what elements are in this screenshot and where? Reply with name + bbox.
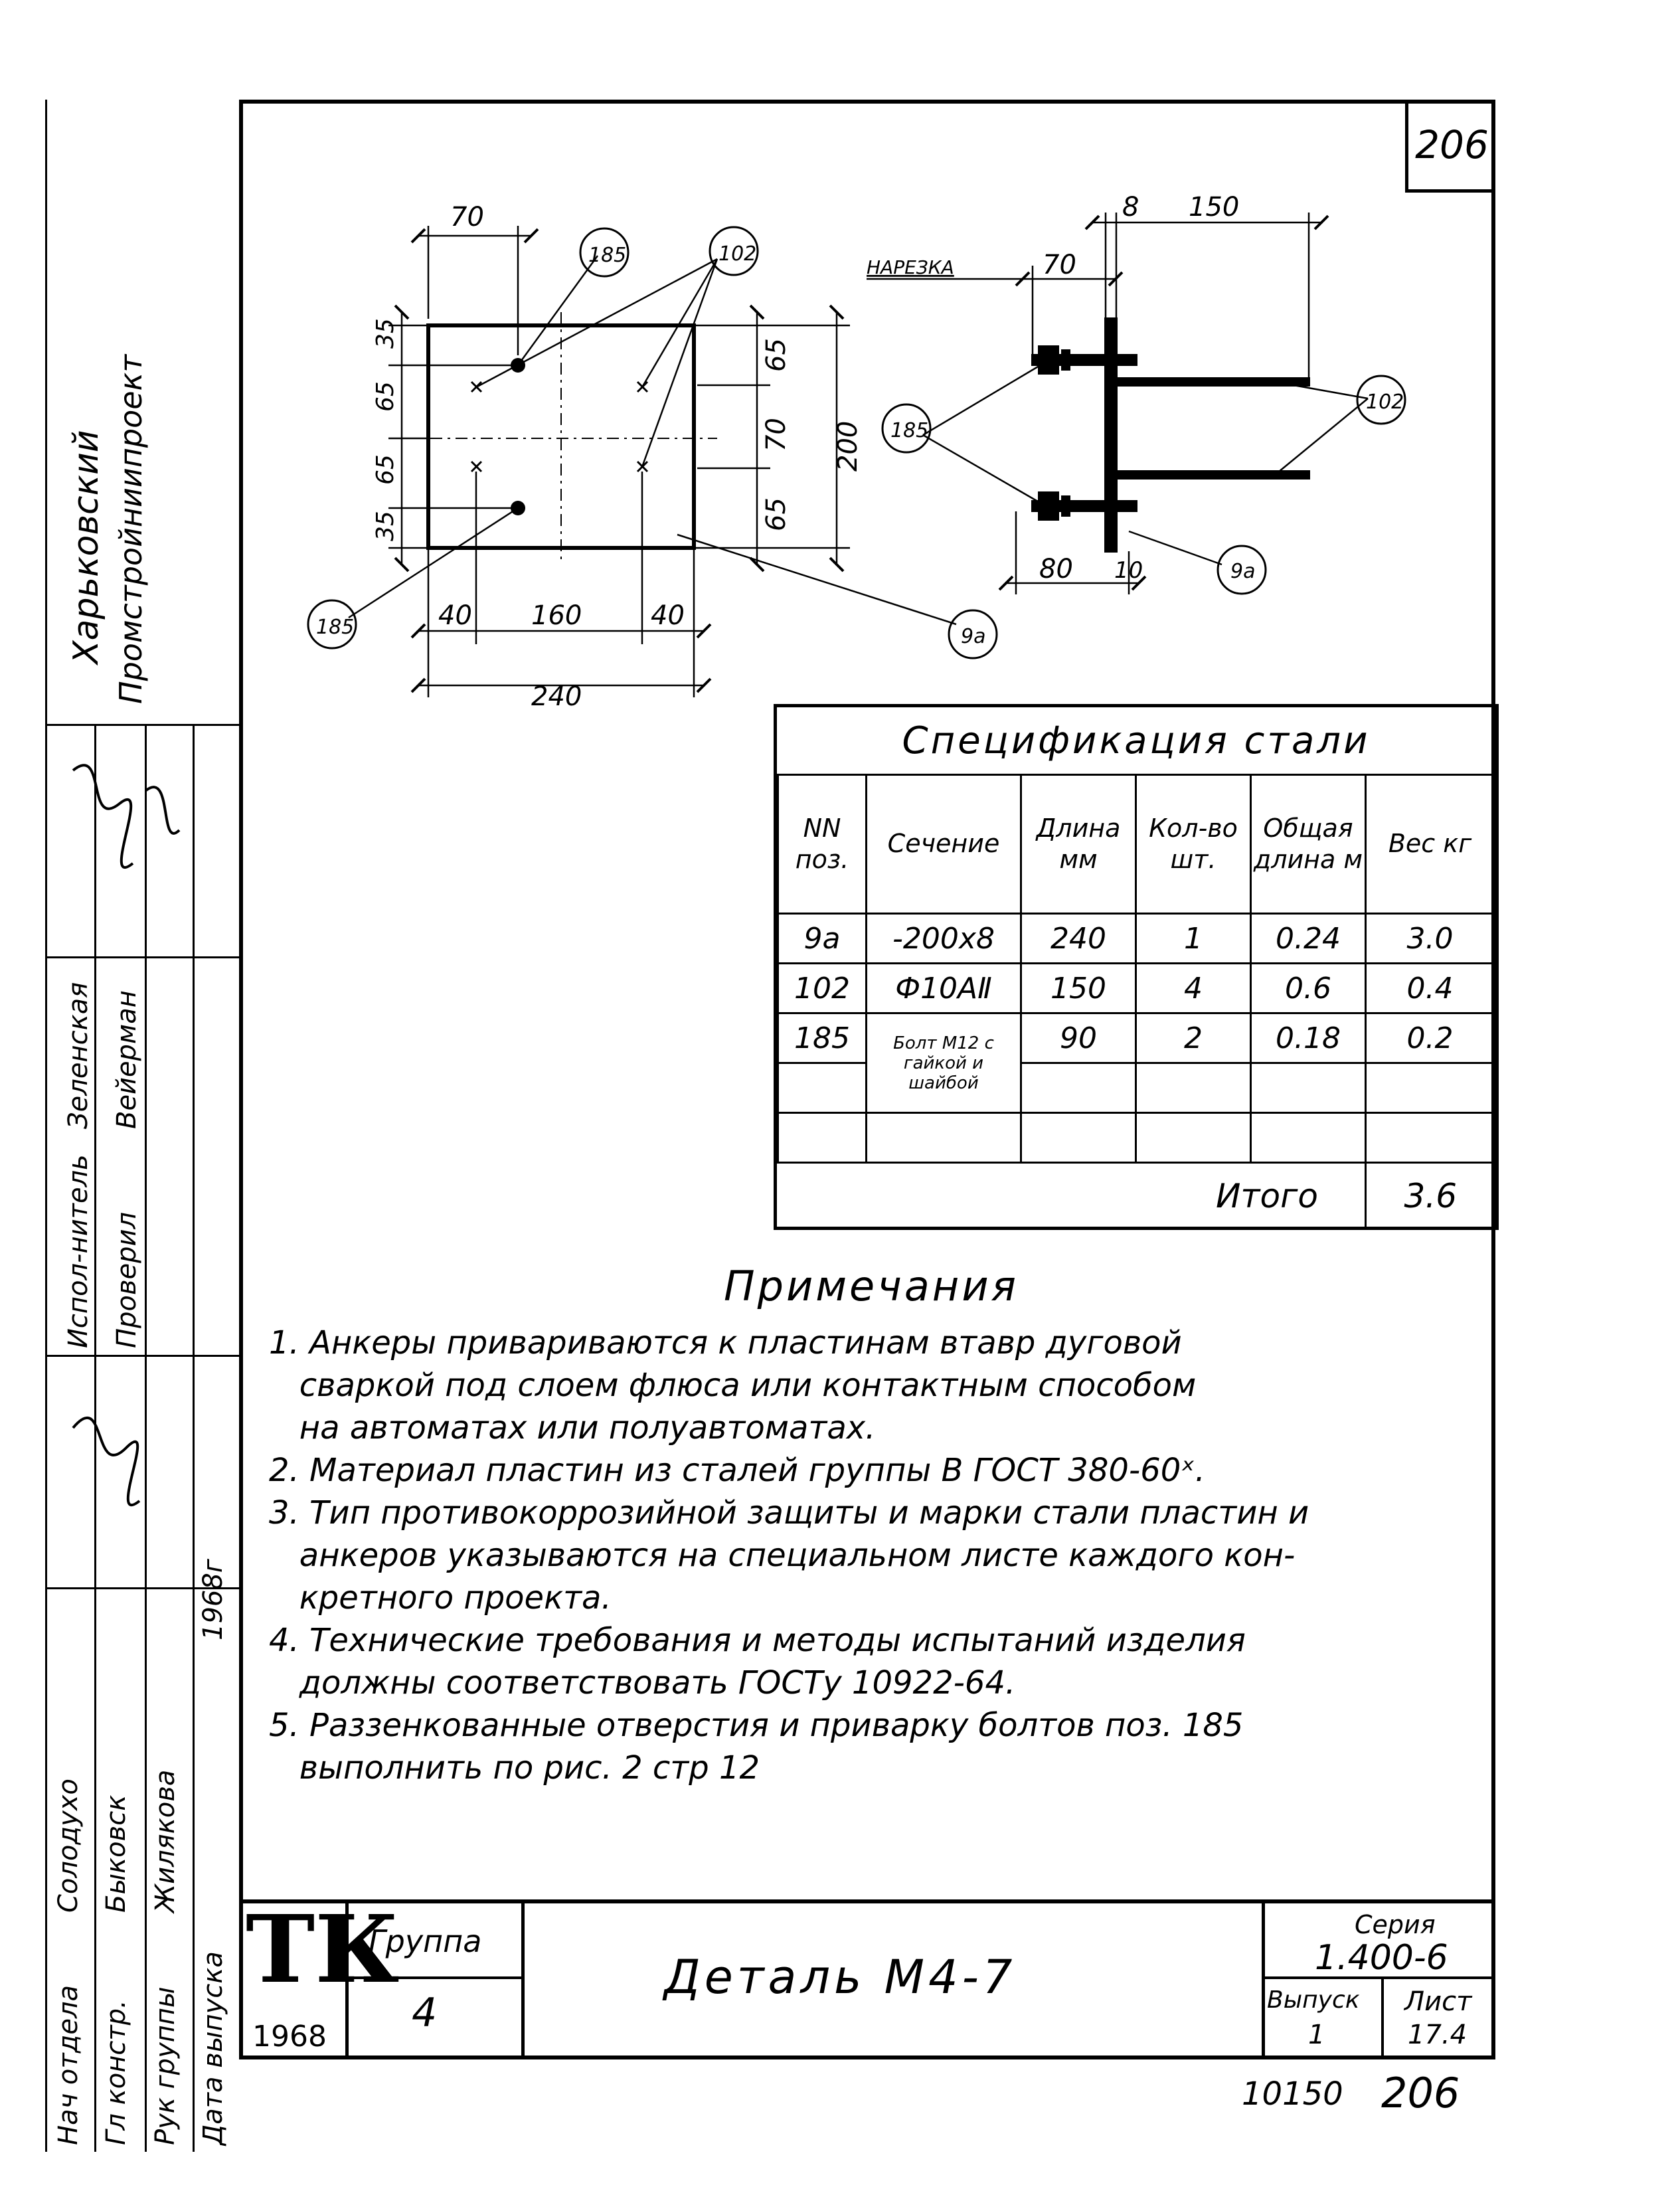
- spec-total-label: Итого: [778, 1163, 1366, 1229]
- plan-dim-top-70: 70: [450, 202, 484, 232]
- note-1: 1. Анкеры привариваются к пластинам втавр дуговой сваркой под слоем флюса или контактным способом на автоматах или полуавтоматах.: [269, 1324, 1197, 1446]
- release-year: 1968г: [198, 1559, 228, 1640]
- org-name-line-2: Промстройниипроект: [113, 354, 149, 704]
- spec-cell: 9а: [778, 914, 867, 964]
- plan-callout-102a: 102: [718, 242, 757, 266]
- signature-scribbles: [46, 731, 193, 1594]
- signer-role-2: Гл констр.: [101, 2000, 131, 2145]
- spec-header-section: Сечение: [867, 775, 1021, 914]
- spec-cell: 2: [1136, 1013, 1251, 1063]
- plan-dim-left-35a: 35: [372, 318, 399, 349]
- plan-dim-left-65a: 65: [372, 381, 399, 412]
- spec-empty-cell: [1021, 1113, 1136, 1163]
- issue-value: 1: [1308, 2020, 1325, 2050]
- steel-spec-table: [774, 704, 1499, 1230]
- plan-dim-right-65a: 65: [761, 338, 792, 372]
- note-4: 4. Технические требования и методы испытаний изделия должны соответствовать ГОСТу 10922-64.: [269, 1622, 1246, 1702]
- signer-role-1: Нач отдела: [53, 1984, 84, 2145]
- spec-empty-cell: [1136, 1113, 1251, 1163]
- spec-empty-cell: [1251, 1113, 1366, 1163]
- plan-dim-width-240: 240: [531, 681, 582, 712]
- spec-cell: 240: [1021, 914, 1136, 964]
- signer-name-2: Быковск: [101, 1794, 131, 1913]
- notes-title: Примечания: [724, 1262, 1019, 1310]
- spec-cell: 4: [1136, 964, 1251, 1013]
- spec-cell: 0.2: [1366, 1013, 1495, 1063]
- plan-callout-9a: 9а: [961, 625, 986, 648]
- section-label-thread: НАРЕЗКА: [867, 256, 954, 278]
- note-2: 2. Материал пластин из сталей группы В ГОСТ 380-60ˣ.: [269, 1452, 1205, 1489]
- plan-callout-185b: 185: [316, 616, 355, 639]
- section-dim-80: 80: [1039, 554, 1073, 584]
- note-3: 3. Тип противокоррозийной защиты и марки стали пластин и анкеров указываются на специальном листе каждого кон- кретного проекта.: [269, 1494, 1309, 1617]
- series-value: 1.400-6: [1315, 1938, 1448, 1978]
- stamp-divider: [521, 1903, 525, 2059]
- section-callout-102: 102: [1366, 391, 1404, 414]
- spec-cell: -200х8: [867, 914, 1021, 964]
- spec-cell: 3.0: [1366, 914, 1495, 964]
- plan-dim-right-65b: 65: [761, 497, 792, 531]
- spec-cell: 90: [1021, 1013, 1136, 1063]
- spec-cell: 0.18: [1251, 1013, 1366, 1063]
- detail-drawings: [239, 100, 1495, 764]
- spec-cell: 1: [1136, 914, 1251, 964]
- spec-header-length: Длина мм: [1021, 775, 1136, 914]
- spec-total-value: 3.6: [1366, 1163, 1495, 1229]
- spec-cell: 0.4: [1366, 964, 1495, 1013]
- org-name-line-1: Харьковский: [66, 430, 106, 664]
- section-view: [1033, 319, 1309, 551]
- section-dim-10: 10: [1114, 557, 1143, 584]
- plan-dim-bottom-160: 160: [531, 600, 582, 631]
- left-col-line-3: [193, 724, 195, 2152]
- issue-label: Выпуск: [1267, 1986, 1360, 2014]
- spec-header-weight: Вес кг: [1366, 775, 1495, 914]
- left-row-line-1: [45, 724, 239, 726]
- spec-title: Спецификация стали: [778, 707, 1495, 775]
- signer-name-3: Жилякова: [150, 1769, 181, 1913]
- spec-cell: 0.24: [1251, 914, 1366, 964]
- stamp-divider: [1381, 1976, 1384, 2059]
- exec-name-1: Зеленская: [63, 982, 94, 1129]
- plan-dim-height-200: 200: [833, 420, 863, 472]
- exec-label: Испол-нитель: [63, 1154, 94, 1348]
- spec-cell: Ф10АⅡ: [867, 964, 1021, 1013]
- section-dim-150: 150: [1189, 192, 1240, 222]
- spec-header-total-length: Общая длина м: [1251, 775, 1366, 914]
- section-callout-9a: 9а: [1230, 560, 1256, 583]
- tk-logo: ТК: [246, 1895, 400, 2004]
- anchor-marks: [471, 382, 647, 472]
- spec-empty-cell: [778, 1113, 867, 1163]
- stamp-divider: [1262, 1903, 1265, 2059]
- spec-cell: 185: [778, 1013, 867, 1063]
- plan-dim-bottom-40b: 40: [651, 600, 685, 631]
- stamp-year: 1968: [252, 2020, 327, 2054]
- release-label: Дата выпуска: [198, 1951, 228, 2145]
- spec-header-qty: Кол-во шт.: [1136, 775, 1251, 914]
- title-block: [239, 1895, 1495, 2059]
- series-label: Серия: [1355, 1910, 1436, 1939]
- group-label: Группа: [369, 1923, 482, 1959]
- spec-cell: 102: [778, 964, 867, 1013]
- sheet-label: Лист: [1404, 1986, 1472, 2017]
- exec-name-2: Вейерман: [112, 990, 142, 1129]
- spec-cell: Болт М12 с гайкой и шайбой: [867, 1013, 1021, 1113]
- spec-cell: 150: [1021, 964, 1136, 1013]
- check-label: Проверил: [112, 1211, 142, 1348]
- note-5: 5. Раззенкованные отверстия и приварку болтов поз. 185 выполнить по рис. 2 стр 12: [269, 1707, 1244, 1787]
- plan-dim-bottom-40a: 40: [438, 600, 472, 631]
- plan-dim-left-65b: 65: [372, 454, 399, 485]
- detail-title: Деталь М4-7: [664, 1950, 1017, 2004]
- plan-dim-left-35b: 35: [372, 511, 399, 541]
- spec-header-pos: NN поз.: [778, 775, 867, 914]
- spec-empty-cell: [1366, 1063, 1495, 1113]
- spec-empty-cell: [1136, 1063, 1251, 1113]
- group-value: 4: [412, 1990, 438, 2036]
- spec-empty-cell: [778, 1063, 867, 1113]
- spec-empty-cell: [1251, 1063, 1366, 1113]
- section-dim-8: 8: [1122, 192, 1139, 222]
- spec-empty-cell: [867, 1113, 1021, 1163]
- archive-number: 10150: [1242, 2075, 1343, 2113]
- signer-name-1: Солодухо: [53, 1779, 84, 1913]
- page-number-bottom: 206: [1381, 2069, 1460, 2117]
- sheet-value: 17.4: [1408, 2020, 1468, 2050]
- sheet-number: 206: [1415, 122, 1489, 167]
- signer-role-3: Рук группы: [150, 1986, 181, 2145]
- section-callout-185: 185: [890, 419, 929, 442]
- spec-empty-cell: [1021, 1063, 1136, 1113]
- spec-empty-cell: [1366, 1113, 1495, 1163]
- plan-dim-right-70: 70: [761, 418, 792, 452]
- section-dim-70: 70: [1043, 250, 1076, 280]
- plan-callout-185a: 185: [588, 244, 627, 267]
- spec-cell: 0.6: [1251, 964, 1366, 1013]
